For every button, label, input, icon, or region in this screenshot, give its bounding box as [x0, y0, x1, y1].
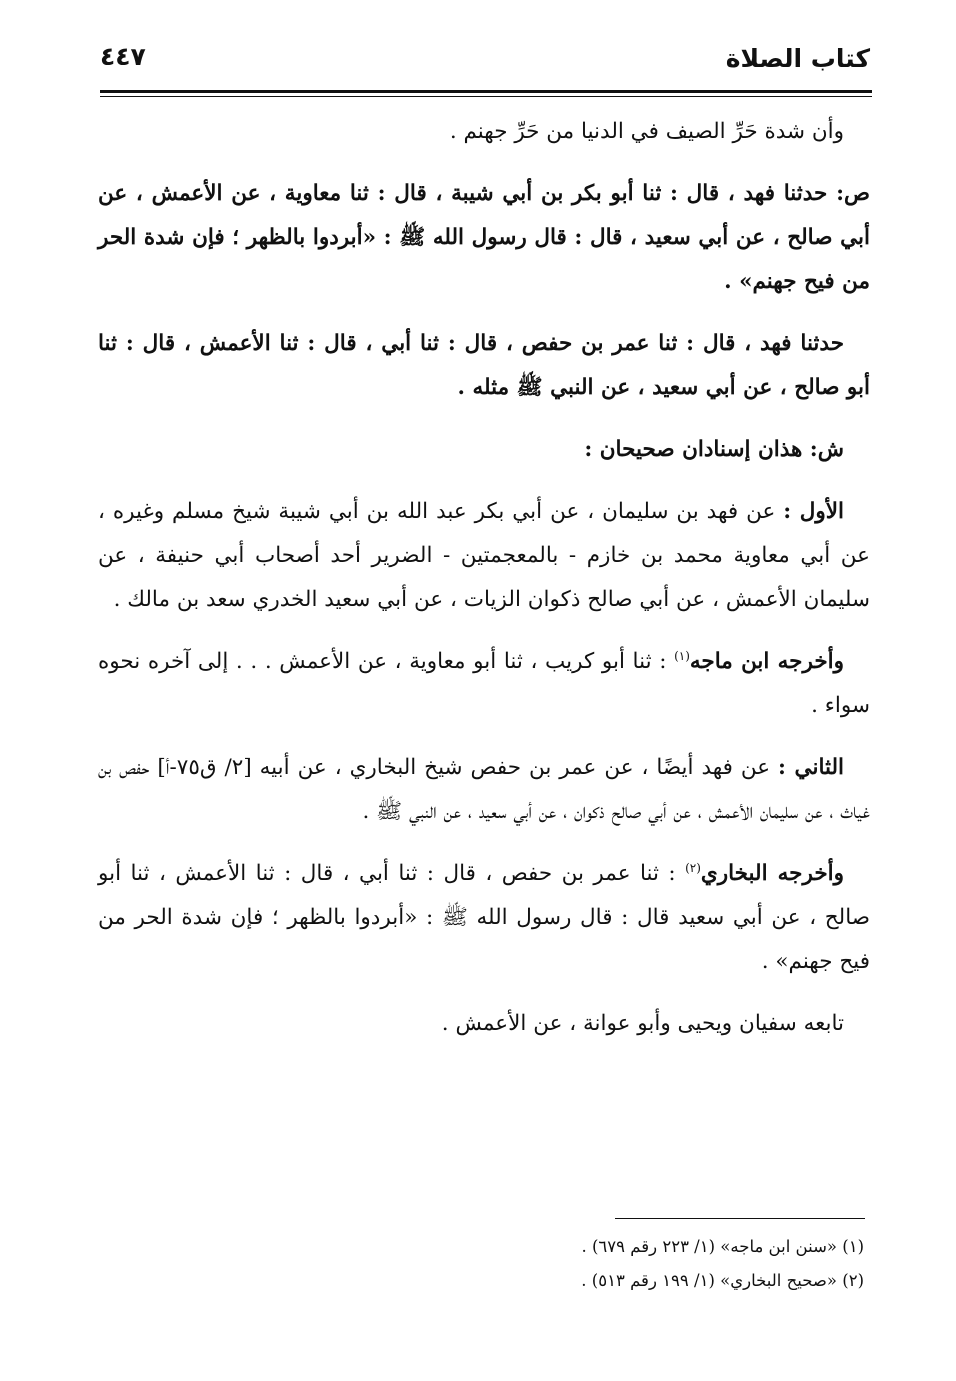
paragraph-hadith-text-2 — [98, 322, 870, 410]
paragraph-continuation — [98, 110, 870, 154]
paragraph-lead: وأخرجه ابن ماجه — [689, 649, 844, 674]
paragraph-ibn-majah — [98, 640, 870, 728]
footnote-separator — [615, 1218, 865, 1219]
footnotes — [364, 1230, 864, 1298]
footnote-marker[interactable]: (١) — [674, 648, 690, 663]
page-header — [100, 38, 870, 82]
paragraph-text: وأن شدة حَرِّ الصيف في الدنيا من حَرِّ جهنم . — [449, 119, 844, 144]
paragraph-text: حدثنا فهد ، قال : ثنا عمر بن حفص ، قال : ثنا أبي ، قال : ثنا الأعمش ، قال : ثنا أبو صالح ، عن أبي سعيد ، عن النبي ﷺ مثله . — [98, 331, 870, 400]
header-rule-thin — [100, 96, 872, 97]
paragraph-text: تابعه سفيان ويحيى وأبو عوانة ، عن الأعمش . — [441, 1011, 844, 1036]
page-number: ٤٤٧ — [100, 42, 146, 71]
paragraph-second-chain — [98, 746, 870, 834]
paragraph-hadith-text — [98, 172, 870, 304]
body-text — [98, 110, 870, 1064]
paragraph-text: حدثنا فهد ، قال : ثنا أبو بكر بن أبي شيبة ، قال : ثنا معاوية ، عن الأعمش ، عن أبي صالح ، عن أبي سعيد ، قال : قال رسول الله ﷺ : «أبردوا بالظهر ؛ فإن شدة الحر من فيح جهنم» . — [98, 181, 870, 294]
footnote-2: (٢) «صحيح البخاري» (١/ ١٩٩ رقم ٥١٣) . — [581, 1271, 864, 1290]
paragraph-lead: الأول : — [783, 499, 844, 524]
paragraph-lead: الثاني : — [778, 755, 845, 780]
paragraph-lead: وأخرجه البخاري — [700, 861, 844, 886]
paragraph-commentary-heading — [98, 428, 870, 472]
paragraph-first-chain — [98, 490, 870, 622]
footnote-marker[interactable]: (٢) — [685, 860, 701, 875]
paragraph-text: : ثنا أبو كريب ، ثنا أبو معاوية ، عن الأعمش . . . إلى آخره نحوه سواء . — [98, 649, 870, 718]
paragraph-mutabaa — [98, 1002, 870, 1046]
footnote-1: (١) «سنن ابن ماجه» (١/ ٢٢٣ رقم ٦٧٩) . — [581, 1237, 864, 1256]
chapter-title: كتاب الصلاة — [725, 44, 870, 73]
paragraph-text: : ثنا عمر بن حفص ، قال : ثنا أبي ، قال : ثنا الأعمش ، ثنا أبو صالح ، عن أبي سعيد قال : قال رسول الله ﷺ : «أبردوا بالظهر ؛ فإن شدة الحر من فيح جهنم» . — [98, 861, 870, 974]
paragraph-text: عن فهد أيضًا ، عن عمر بن حفص شيخ البخاري ، عن أبيه [٢/ ق٧٥-أ] حفص بن غياث ، عن سليمان الأعمش ، عن أبي صالح ذكوان ، عن أبي سعيد ، عن النبي ﷺ . — [98, 755, 870, 824]
paragraph-bukhari — [98, 852, 870, 984]
paragraph-lead: ص: — [836, 181, 870, 206]
paragraph-text: عن فهد بن سليمان ، عن أبي بكر عبد الله بن أبي شيبة شيخ مسلم وغيره ، عن أبي معاوية محمد بن خازم - بالمعجمتين - الضرير أحد أصحاب أبي حنيفة ، عن سليمان الأعمش ، عن أبي صالح ذكوان الزيات ، عن أبي سعيد الخدري سعد بن مالك . — [98, 499, 870, 612]
header-rule-thick — [100, 90, 872, 93]
paragraph-text: ش: هذان إسنادان صحيحان : — [584, 437, 844, 462]
